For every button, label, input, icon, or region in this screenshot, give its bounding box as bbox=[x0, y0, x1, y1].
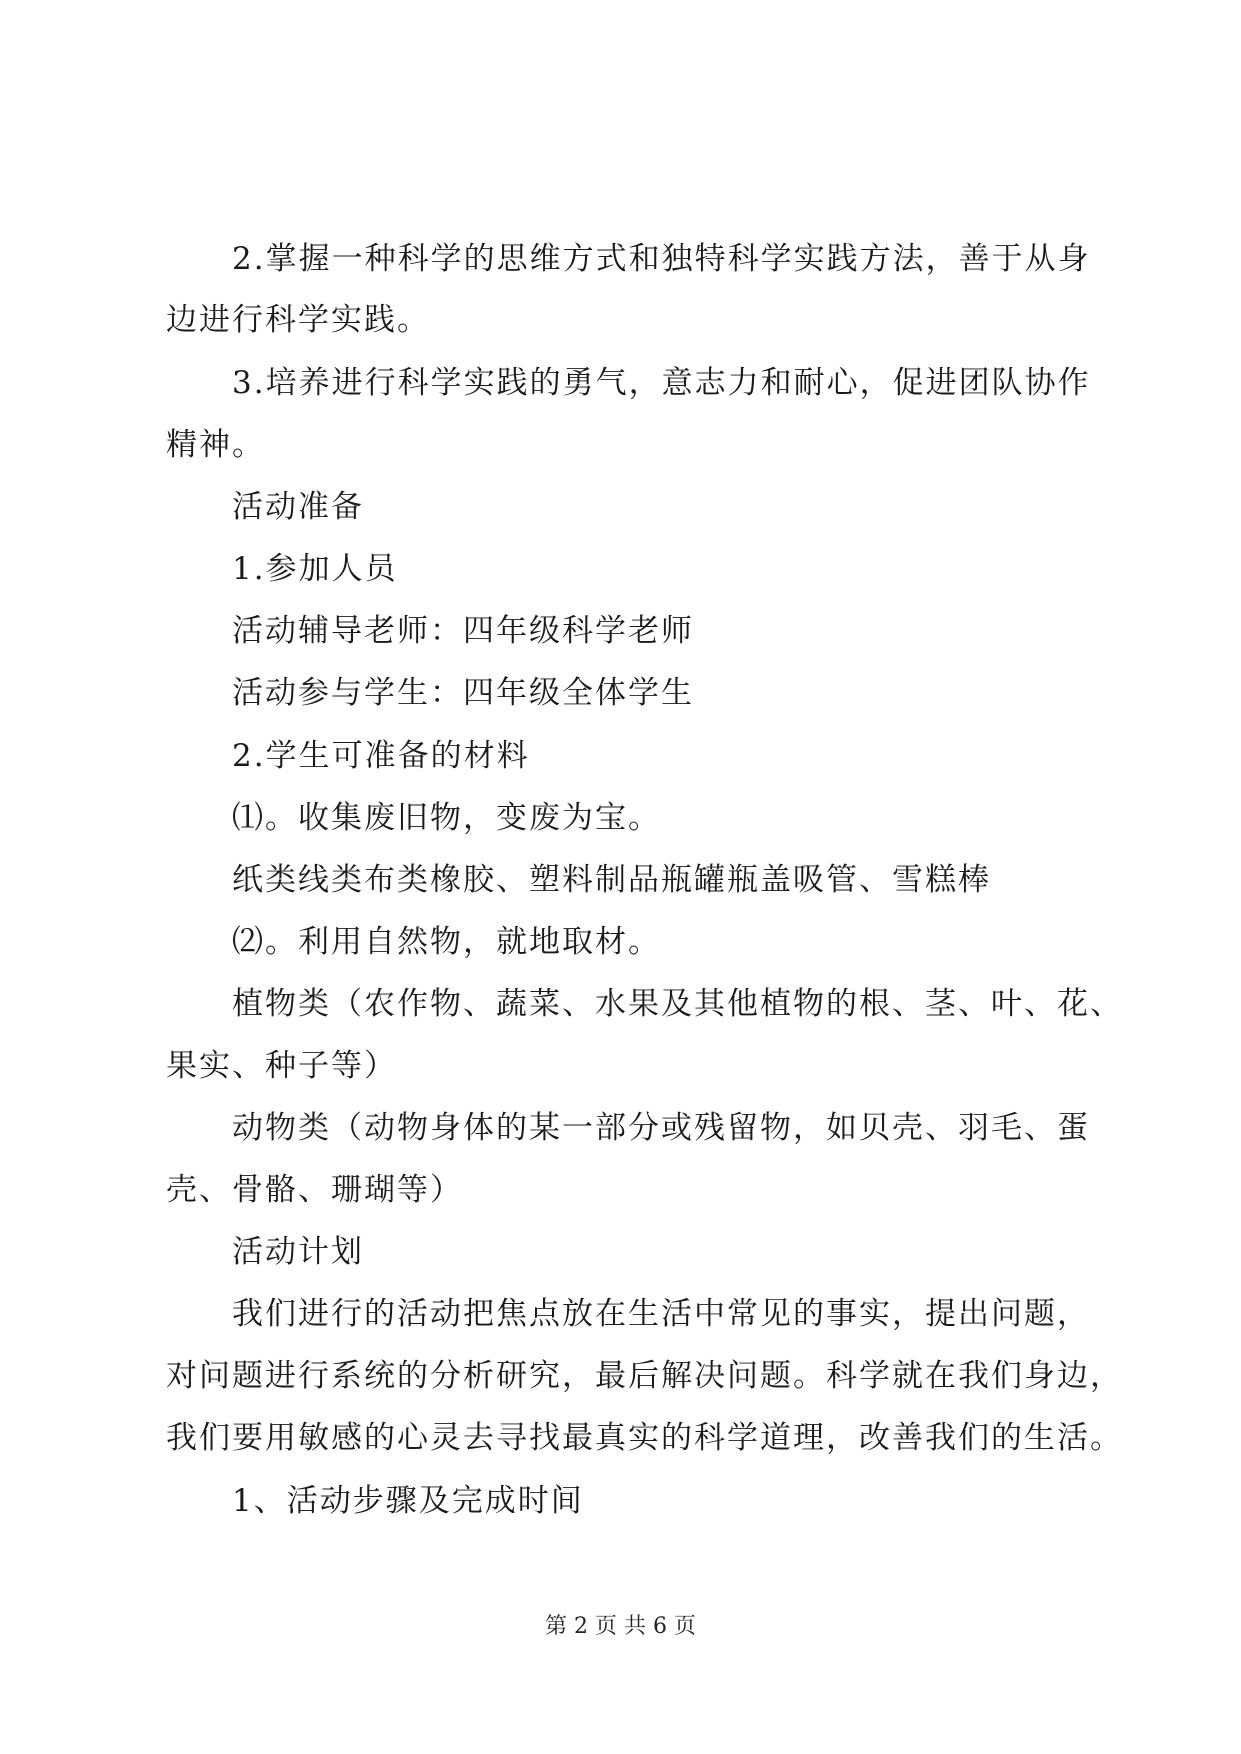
text-line: 精神。 bbox=[166, 427, 265, 463]
section-heading: 活动计划 bbox=[232, 1234, 364, 1270]
text-line: 果实、种子等） bbox=[166, 1048, 397, 1084]
text-line: 我们进行的活动把焦点放在生活中常见的事实，提出问题， bbox=[232, 1296, 1090, 1332]
text-line: ⑴。收集废旧物，变废为宝。 bbox=[232, 800, 661, 836]
text-line: 活动参与学生：四年级全体学生 bbox=[232, 675, 694, 711]
text-line: 对问题进行系统的分析研究，最后解决问题。科学就在我们身边， bbox=[166, 1358, 1123, 1394]
text-line: 2.学生可准备的材料 bbox=[232, 738, 530, 774]
text-line: 植物类（农作物、蔬菜、水果及其他植物的根、茎、叶、花、 bbox=[232, 986, 1123, 1022]
text-line: 我们要用敏感的心灵去寻找最真实的科学道理，改善我们的生活。 bbox=[166, 1420, 1123, 1456]
text-line: 边进行科学实践。 bbox=[166, 302, 430, 338]
text-line: 1.参加人员 bbox=[232, 551, 398, 587]
page-number-footer: 第 2 页 共 6 页 bbox=[545, 1614, 696, 1639]
text-line: 壳、骨骼、珊瑚等） bbox=[166, 1172, 463, 1208]
text-line: 活动辅导老师：四年级科学老师 bbox=[232, 613, 694, 649]
text-line: 2.掌握一种科学的思维方式和独特科学实践方法，善于从身 bbox=[232, 241, 1091, 277]
text-line: 3.培养进行科学实践的勇气，意志力和耐心，促进团队协作 bbox=[232, 365, 1091, 401]
text-line: ⑵。利用自然物，就地取材。 bbox=[232, 924, 661, 960]
section-heading: 活动准备 bbox=[232, 489, 364, 525]
text-line: 纸类线类布类橡胶、塑料制品瓶罐瓶盖吸管、雪糕棒 bbox=[232, 862, 991, 898]
text-line: 1、活动步骤及完成时间 bbox=[232, 1483, 584, 1519]
text-line: 动物类（动物身体的某一部分或残留物，如贝壳、羽毛、蛋 bbox=[232, 1110, 1090, 1146]
